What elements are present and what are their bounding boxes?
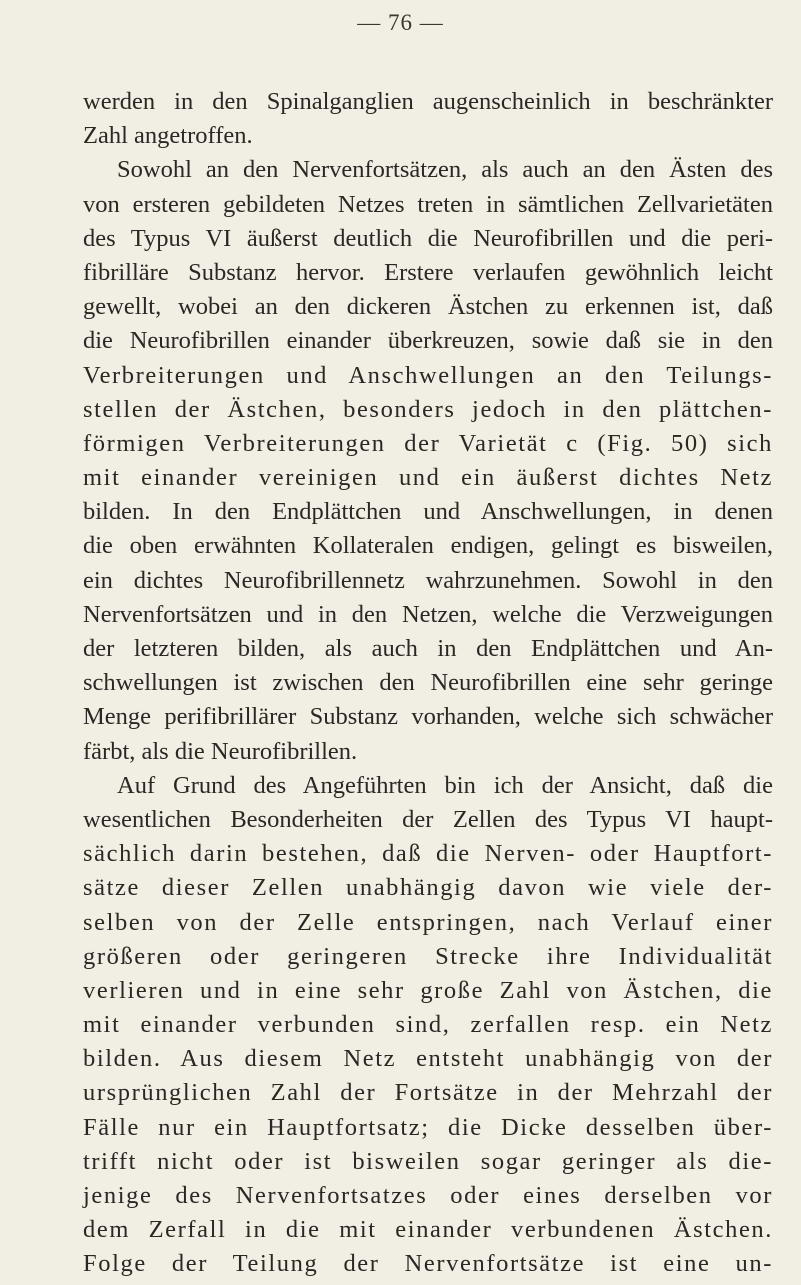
text-line: trifft nicht oder ist bisweilen sogar geringer als die-: [83, 1147, 773, 1175]
text-line: sächlich darin bestehen, daß die Nerven- oder Hauptfort-: [83, 840, 773, 868]
text-line: Sowohl an den Nervenfortsätzen, als auch an den Ästen des: [117, 156, 773, 184]
text-line: gewellt, wobei an den dickeren Ästchen zu erkennen ist, daß: [83, 293, 773, 321]
text-line: schwellungen ist zwischen den Neurofibrillen eine sehr geringe: [83, 669, 773, 697]
text-line: größeren oder geringeren Strecke ihre Individualität: [83, 942, 773, 970]
text-line: Zahl angetroffen.: [83, 122, 253, 150]
text-line: dem Zerfall in die mit einander verbundenen Ästchen.: [83, 1216, 773, 1244]
text-line: mit einander vereinigen und ein äußerst dichtes Netz: [83, 464, 773, 492]
text-line: von ersteren gebildeten Netzes treten in sämtlichen Zellvarietäten: [83, 190, 773, 218]
text-line: wesentlichen Besonderheiten der Zellen des Typus VI haupt-: [83, 805, 773, 833]
text-line: der letzteren bilden, als auch in den Endplättchen und An-: [83, 635, 773, 662]
text-line: ein dichtes Neurofibrillennetz wahrzunehmen. Sowohl in den: [83, 566, 773, 594]
text-line: die oben erwähnten Kollateralen endigen, gelingt es bisweilen,: [83, 532, 773, 560]
text-line: des Typus VI äußerst deutlich die Neurofibrillen und die peri-: [83, 224, 773, 252]
text-line: werden in den Spinalganglien augenscheinlich in beschränkter: [83, 88, 773, 115]
text-line: die Neurofibrillen einander überkreuzen, sowie daß sie in den: [83, 327, 773, 355]
text-line: Folge der Teilung der Nervenfortsätze ist eine un-: [83, 1250, 773, 1278]
text-line: Fälle nur ein Hauptfortsatz; die Dicke desselben über-: [83, 1113, 773, 1141]
text-line: jenige des Nervenfortsatzes oder eines derselben vor: [83, 1182, 773, 1209]
text-line: förmigen Verbreiterungen der Varietät c (Fig. 50) sich: [83, 429, 773, 457]
text-line: bilden. In den Endplättchen und Anschwellungen, in denen: [83, 498, 773, 526]
text-line: mit einander verbunden sind, zerfallen resp. ein Netz: [83, 1011, 773, 1039]
body-text: [83, 85, 773, 1282]
text-line: ursprünglichen Zahl der Fortsätze in der Mehrzahl der: [83, 1079, 773, 1107]
text-line: selben von der Zelle entspringen, nach Verlauf einer: [83, 908, 773, 936]
text-line: stellen der Ästchen, besonders jedoch in den plättchen-: [83, 395, 773, 423]
text-line: sätze dieser Zellen unabhängig davon wie viele der-: [83, 874, 773, 902]
text-line: Verbreiterungen und Anschwellungen an den Teilungs-: [83, 361, 773, 389]
text-line: Nervenfortsätzen und in den Netzen, welche die Verzweigungen: [83, 600, 773, 628]
text-line: bilden. Aus diesem Netz entsteht unabhängig von der: [83, 1045, 773, 1073]
text-line: fibrilläre Substanz hervor. Erstere verlaufen gewöhnlich leicht: [83, 258, 773, 286]
text-line: färbt, als die Neurofibrillen.: [83, 737, 358, 765]
text-line: verlieren und in eine sehr große Zahl von Ästchen, die: [83, 976, 773, 1004]
page-number: — 76 —: [357, 10, 444, 35]
text-line: Auf Grund des Angeführten bin ich der Ansicht, daß die: [117, 771, 773, 799]
text-line: Menge perifibrillärer Substanz vorhanden, welche sich schwächer: [83, 703, 773, 731]
